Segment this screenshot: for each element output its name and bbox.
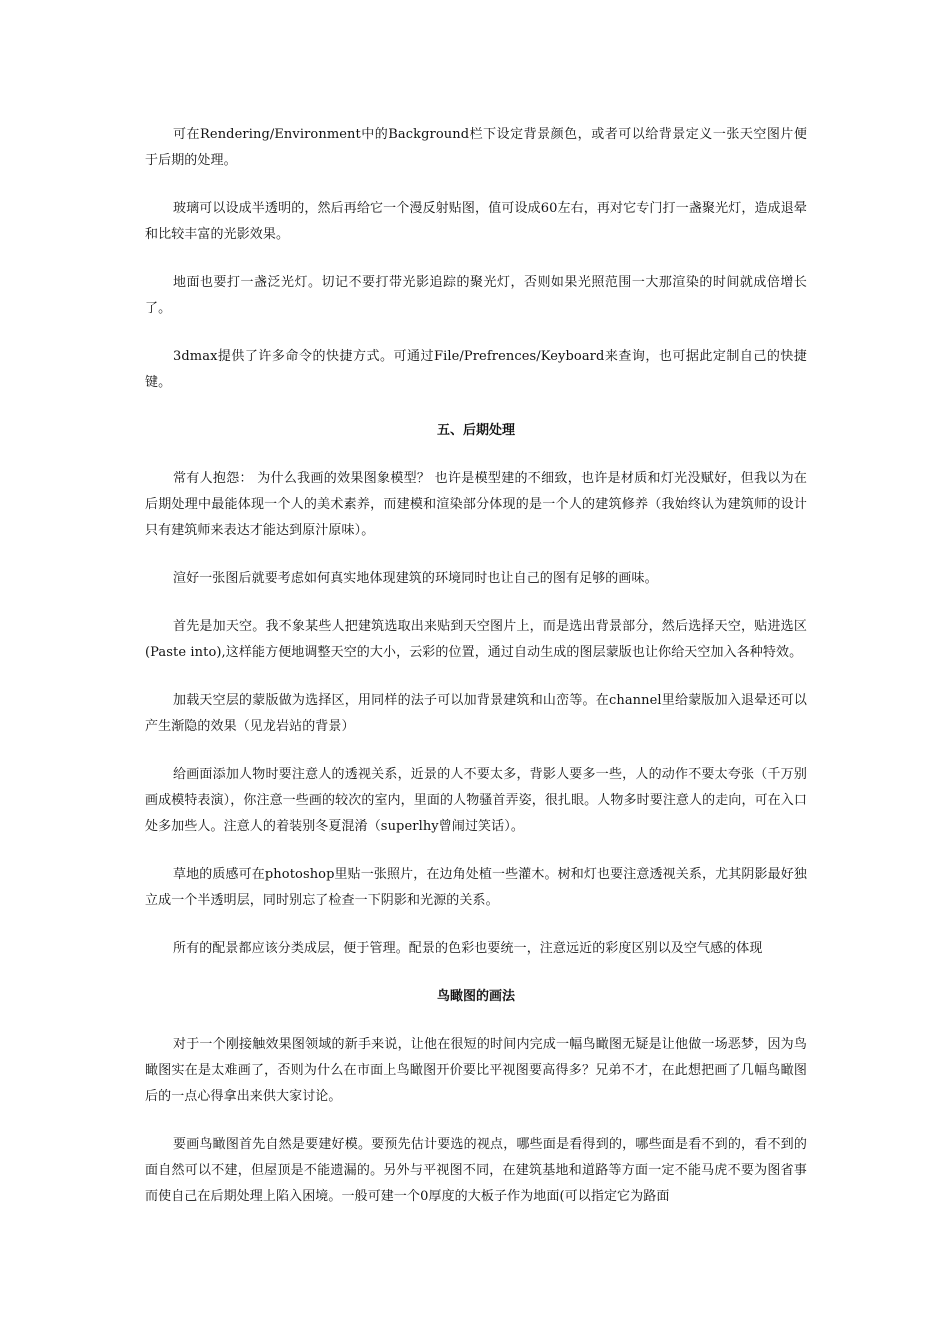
paragraph-add-people: 给画面添加人物时要注意人的透视关系，近景的人不要太多，背影人要多一些，人的动作不要太夸张（千万别画成模特表演），你注意一些画的较次的室内，里面的人物骚首弄姿，很扎眼。人物多时要注意人的走向，可在入口处多加些人。注意人的着装别冬夏混淆（superlhy曾闹过笑话）。 xyxy=(145,767,807,834)
paragraph-background-setting: 可在Rendering/Environment中的Background栏下设定背景颜色，或者可以给背景定义一张天空图片便于后期的处理。 xyxy=(145,127,807,168)
paragraph-aerial-intro: 对于一个刚接触效果图领域的新手来说，让他在很短的时间内完成一幅鸟瞰图无疑是让他做一场恶梦，因为鸟瞰图实在是太难画了，否则为什么在市面上鸟瞰图开价要比平视图要高得多？兄弟不才，在此想把画了几幅鸟瞰图后的一点心得拿出来供大家讨论。 xyxy=(145,1037,807,1104)
document-page xyxy=(145,122,807,1232)
section-heading-aerial-view: 鸟瞰图的画法 xyxy=(436,989,515,1004)
paragraph-complaint: 常有人抱怨： 为什么我画的效果图象模型？ 也许是模型建的不细致，也许是材质和灯光没赋好，但我以为在后期处理中最能体现一个人的美术素养，而建模和渲染部分体现的是一个人的建筑修养（我始终认为建筑师的设计只有建筑师来表达才能达到原汁原味）。 xyxy=(145,471,807,538)
paragraph-ground-light: 地面也要打一盏泛光灯。切记不要打带光影追踪的聚光灯，否则如果光照范围一大那渲染的时间就成倍增长了。 xyxy=(145,275,807,316)
paragraph-layers: 所有的配景都应该分类成层，便于管理。配景的色彩也要统一，注意远近的彩度区别以及空气感的体现 xyxy=(173,941,763,956)
paragraph-glass-material: 玻璃可以设成半透明的，然后再给它一个漫反射贴图，值可设成60左右，再对它专门打一盏聚光灯，造成退晕和比较丰富的光影效果。 xyxy=(145,201,807,242)
section-heading-post-processing: 五、后期处理 xyxy=(436,423,515,438)
paragraph-aerial-modeling: 要画鸟瞰图首先自然是要建好模。要预先估计要选的视点，哪些面是看得到的，哪些面是看不到的，看不到的面自然可以不建，但屋顶是不能遗漏的。另外与平视图不同，在建筑基地和道路等方面一定不能马虎不要为图省事而使自己在后期处理上陷入困境。一般可建一个0厚度的大板子作为地面(可以指定它为路面 xyxy=(145,1137,807,1204)
paragraph-shortcuts: 3dmax提供了许多命令的快捷方式。可通过File/Prefrences/Keyboard来查询，也可据此定制自己的快捷键。 xyxy=(145,349,807,390)
paragraph-grass: 草地的质感可在photoshop里贴一张照片，在边角处植一些灌木。树和灯也要注意透视关系，尤其阴影最好独立成一个半透明层，同时别忘了检查一下阴影和光源的关系。 xyxy=(145,867,807,908)
paragraph-sky-mask: 加载天空层的蒙版做为选择区，用同样的法子可以加背景建筑和山峦等。在channel里给蒙版加入退晕还可以产生渐隐的效果（见龙岩站的背景） xyxy=(145,693,807,734)
paragraph-environment: 渲好一张图后就要考虑如何真实地体现建筑的环境同时也让自己的图有足够的画味。 xyxy=(173,571,658,586)
paragraph-add-sky: 首先是加天空。我不象某些人把建筑选取出来贴到天空图片上，而是选出背景部分，然后选择天空，贴进选区(Paste into),这样能方便地调整天空的大小，云彩的位置，通过自动生成的图层蒙版也让你给天空加入各种特效。 xyxy=(145,619,807,660)
